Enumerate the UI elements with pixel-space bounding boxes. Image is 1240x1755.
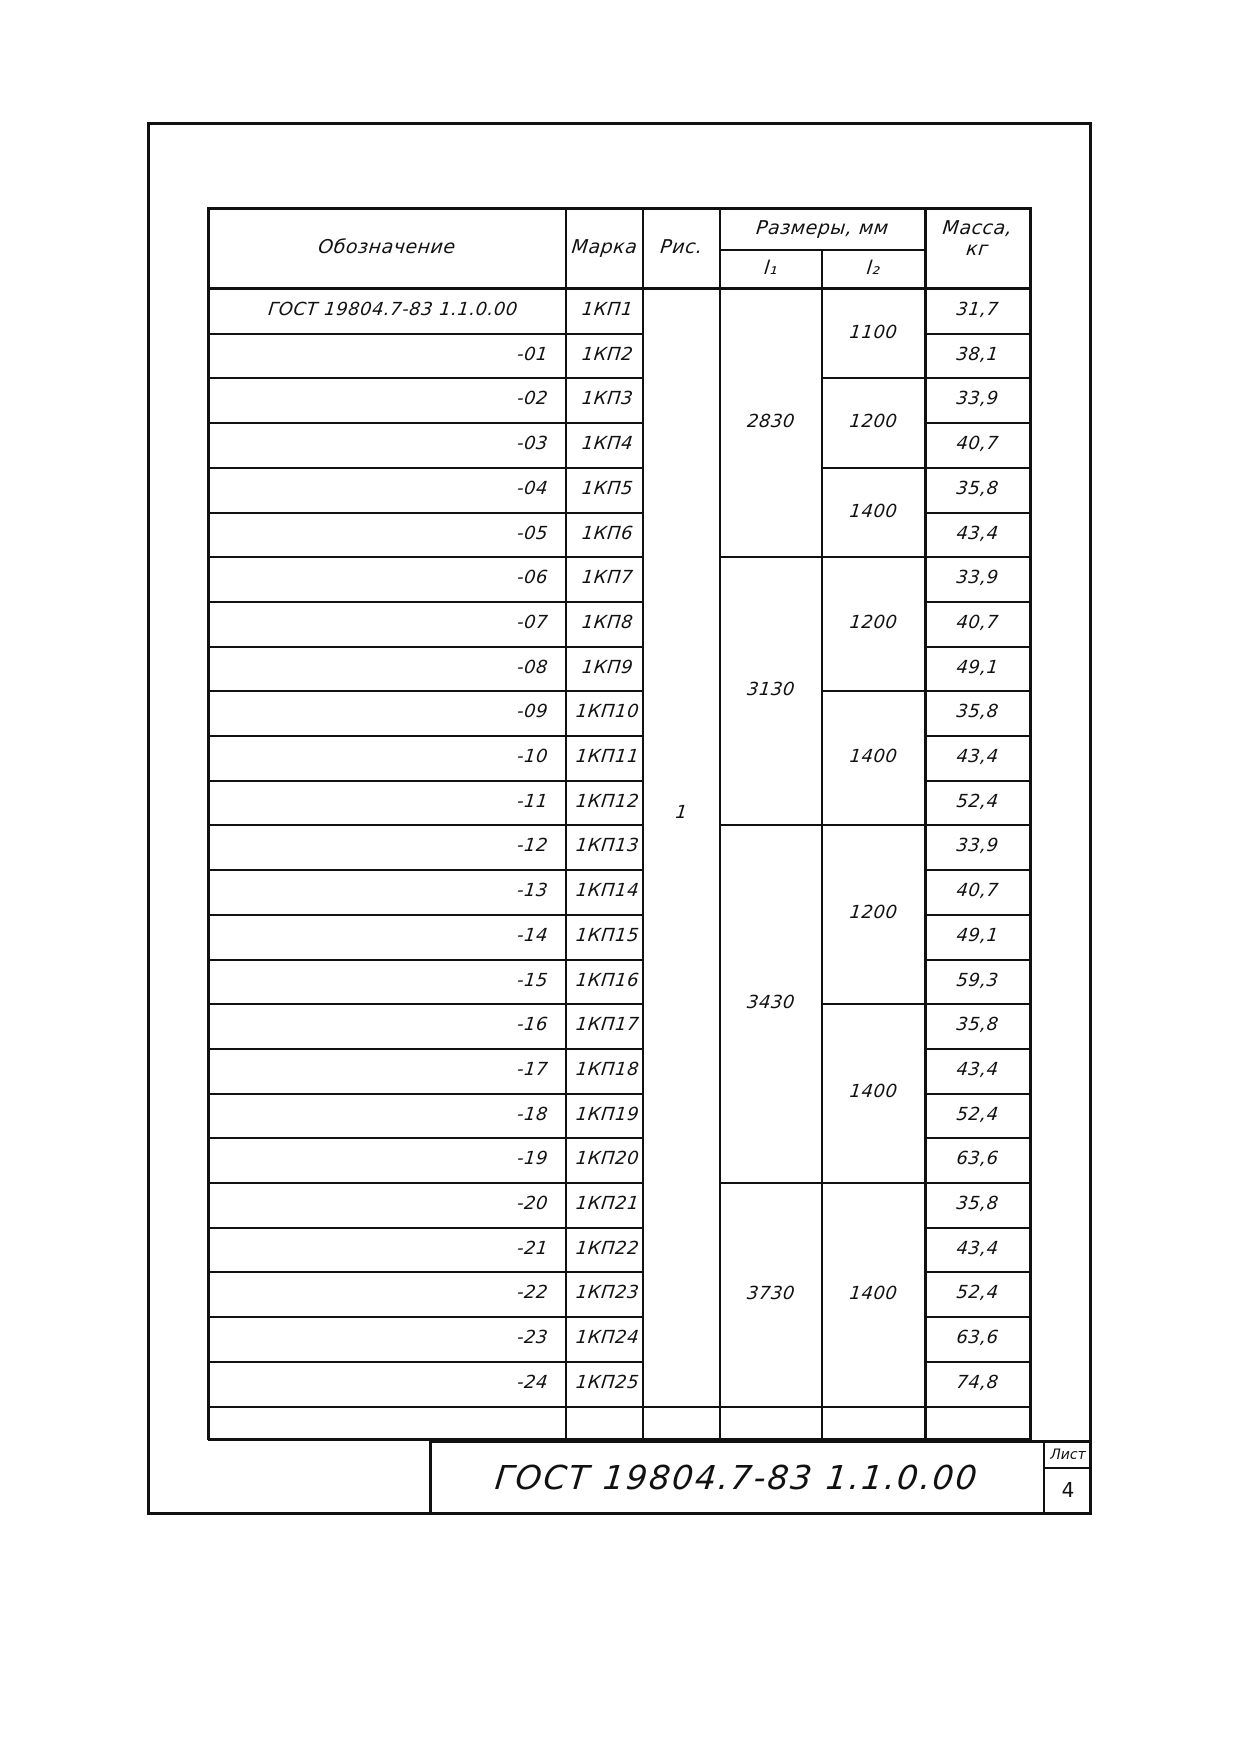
title-block-left-rule xyxy=(429,1440,432,1515)
l1-cell: 3430 xyxy=(746,992,797,1014)
mass-cell: 35,8 xyxy=(955,1014,1000,1036)
mass-cell: 40,7 xyxy=(955,611,1000,633)
l2-cell: 1400 xyxy=(848,500,899,522)
mass-cell: 38,1 xyxy=(955,343,1000,365)
mark-cell: 1КП1 xyxy=(580,299,635,320)
mark-cell: 1КП15 xyxy=(574,924,641,946)
mass-cell: 35,8 xyxy=(955,477,1000,499)
l2-cell: 1200 xyxy=(848,902,899,924)
column-header-mass: Масса, xyxy=(941,217,1014,239)
mass-cell: 43,4 xyxy=(955,522,1000,544)
designation-cell: -22 xyxy=(516,1282,550,1304)
mass-cell: 33,9 xyxy=(955,835,1000,857)
column-header-mass-unit: кг xyxy=(965,238,990,260)
mark-cell: 1КП3 xyxy=(580,388,635,410)
mark-cell: 1КП14 xyxy=(574,880,641,902)
mark-cell: 1КП4 xyxy=(580,433,635,455)
designation-cell: -11 xyxy=(516,790,550,812)
mass-cell: 43,4 xyxy=(955,1237,1000,1259)
l1-cell: 3730 xyxy=(746,1283,797,1304)
mark-cell: 1КП8 xyxy=(580,611,635,633)
designation-cell: -17 xyxy=(516,1058,550,1080)
mark-cell: 1КП19 xyxy=(574,1103,641,1125)
designation-cell: -24 xyxy=(516,1371,550,1393)
designation-cell: -01 xyxy=(516,343,550,365)
mass-cell: 63,6 xyxy=(955,1148,1000,1170)
sheet-number: 4 xyxy=(1061,1478,1075,1502)
l1-cell: 2830 xyxy=(746,411,797,432)
row-rule xyxy=(208,1406,1030,1408)
designation-cell: -07 xyxy=(516,611,550,633)
mass-cell: 40,7 xyxy=(955,880,1000,902)
designation-cell: -09 xyxy=(516,701,550,723)
mark-cell: 1КП10 xyxy=(574,701,641,723)
column-header-figure: Рис. xyxy=(659,236,704,258)
mark-cell: 1КП11 xyxy=(574,746,641,767)
document-code: ГОСТ 19804.7-83 1.1.0.00 xyxy=(493,1458,981,1497)
designation-cell: -16 xyxy=(516,1014,550,1036)
mark-cell: 1КП7 xyxy=(580,567,635,589)
mark-cell: 1КП22 xyxy=(574,1237,641,1259)
sheet-box-rule xyxy=(1043,1440,1045,1515)
mass-cell: 43,4 xyxy=(955,746,1000,767)
designation-cell: -08 xyxy=(516,656,550,678)
title-block-top-rule xyxy=(430,1440,1092,1443)
l2-cell: 1400 xyxy=(848,746,899,768)
designation-cell: -18 xyxy=(516,1103,550,1125)
designation-cell: -21 xyxy=(516,1237,550,1259)
mark-cell: 1КП13 xyxy=(574,835,641,857)
mass-cell: 40,7 xyxy=(955,433,1000,455)
mass-cell: 49,1 xyxy=(955,656,1000,678)
mark-cell: 1КП16 xyxy=(574,969,641,991)
l2-cell: 1400 xyxy=(848,1081,899,1103)
mark-cell: 1КП18 xyxy=(574,1058,641,1080)
mark-cell: 1КП20 xyxy=(574,1148,641,1170)
l2-cell: 1100 xyxy=(848,322,899,343)
designation-cell: -14 xyxy=(516,924,550,946)
mass-cell: 33,9 xyxy=(955,388,1000,410)
l1-cell: 3130 xyxy=(746,679,797,701)
mass-cell: 35,8 xyxy=(955,1193,1000,1214)
sheet-box-split-rule xyxy=(1044,1467,1092,1469)
mark-cell: 1КП23 xyxy=(574,1282,641,1304)
mass-cell: 63,6 xyxy=(955,1327,1000,1349)
designation-cell: ГОСТ 19804.7-83 1.1.0.00 xyxy=(267,299,519,320)
designation-cell: -05 xyxy=(516,522,550,544)
mark-cell: 1КП17 xyxy=(574,1014,641,1036)
mass-cell: 52,4 xyxy=(955,1282,1000,1304)
column-header-dimensions: Размеры, мм xyxy=(755,217,890,239)
designation-cell: -19 xyxy=(516,1148,550,1170)
mark-cell: 1КП6 xyxy=(580,522,635,544)
mass-cell: 74,8 xyxy=(955,1371,1000,1393)
mark-cell: 1КП21 xyxy=(574,1193,641,1214)
mass-cell: 31,7 xyxy=(955,299,1000,320)
mass-cell: 52,4 xyxy=(955,1103,1000,1125)
mass-cell: 52,4 xyxy=(955,790,1000,812)
l2-cell: 1200 xyxy=(848,612,899,634)
designation-cell: -15 xyxy=(516,969,550,991)
mark-cell: 1КП5 xyxy=(580,477,635,499)
mark-cell: 1КП25 xyxy=(574,1371,641,1393)
column-header-mark: Марка xyxy=(570,236,639,258)
mass-cell: 49,1 xyxy=(955,924,1000,946)
column-header-designation: Обозначение xyxy=(317,236,457,258)
designation-cell: -13 xyxy=(516,880,550,902)
column-header-l1: l₁ xyxy=(762,257,780,279)
designation-cell: -20 xyxy=(516,1193,550,1214)
mass-cell: 33,9 xyxy=(955,567,1000,589)
designation-cell: -12 xyxy=(516,835,550,857)
designation-cell: -04 xyxy=(516,477,550,499)
sheet-label: Лист xyxy=(1050,1447,1086,1463)
designation-cell: -23 xyxy=(516,1327,550,1349)
l2-cell: 1200 xyxy=(848,411,899,433)
mark-cell: 1КП9 xyxy=(580,656,635,678)
title-block xyxy=(430,1440,1092,1515)
designation-cell: -02 xyxy=(516,388,550,410)
column-header-l2: l₂ xyxy=(865,257,882,279)
designation-cell: -10 xyxy=(516,746,550,767)
figure-cell: 1 xyxy=(674,802,689,823)
mark-cell: 1КП24 xyxy=(574,1327,641,1349)
mass-cell: 35,8 xyxy=(955,701,1000,723)
mass-cell: 43,4 xyxy=(955,1058,1000,1080)
l2-cell: 1400 xyxy=(848,1283,899,1304)
designation-cell: -03 xyxy=(516,433,550,455)
mark-cell: 1КП12 xyxy=(574,790,641,812)
mark-cell: 1КП2 xyxy=(580,343,635,365)
designation-cell: -06 xyxy=(516,567,550,589)
mass-cell: 59,3 xyxy=(955,969,1000,991)
